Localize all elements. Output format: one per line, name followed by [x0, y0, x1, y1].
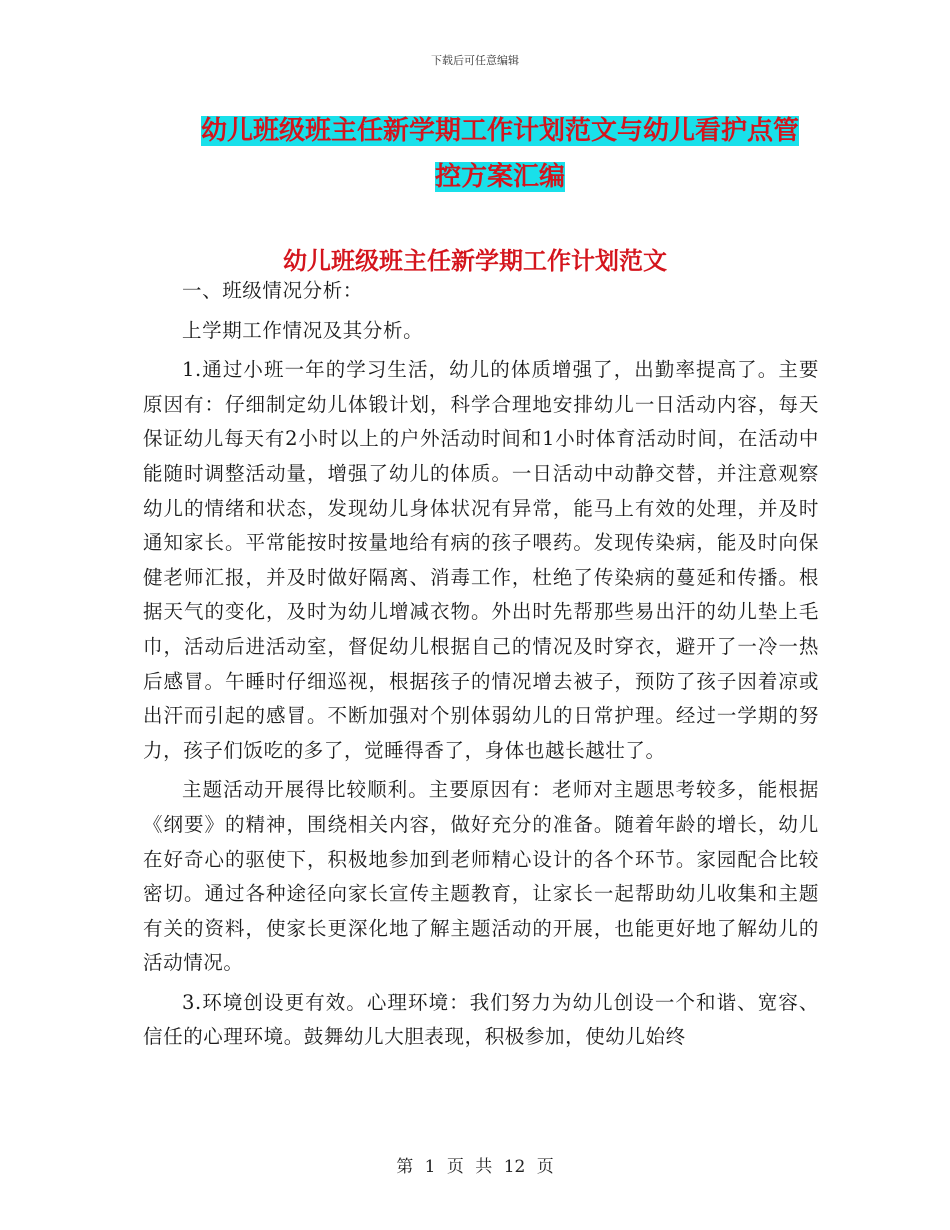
- paragraph: 上学期工作情况及其分析。: [182, 318, 424, 342]
- body-text: [143, 274, 819, 1060]
- section-title: 幼儿班级班主任新学期工作计划范文: [283, 246, 667, 275]
- header-note: 下载后可任意编辑: [431, 54, 519, 67]
- paragraph: 主题活动开展得比较顺利。主要原因有：老师对主题思考较多，能根据《纲要》的精神，围绕相关内容，做好充分的准备。随着年龄的增长，幼儿在好奇心的驱使下，积极地参加到老师精心设计的各个环节。家园配合比较密切。通过各种途径向家长宣传主题教育，让家长一起帮助幼儿收集和主题有关的资料，使家长更深化地了解主题活动的开展，也能更好地了解幼儿的活动情况。: [143, 778, 819, 975]
- title-line-1: 幼儿班级班主任新学期工作计划范文与幼儿看护点管: [200, 116, 799, 146]
- page-footer: 第 1 页 共 12 页: [396, 1157, 554, 1177]
- paragraph: 3.环境创设更有效。心理环境：我们努力为幼儿创设一个和谐、宽容、信任的心理环境。鼓舞幼儿大胆表现，积极参加，使幼儿始终: [143, 990, 819, 1049]
- paragraph-heading: 一、班级情况分析：: [182, 279, 363, 302]
- document-title: [190, 108, 810, 200]
- paragraph: 1.通过小班一年的学习生活，幼儿的体质增强了，出勤率提高了。主要原因有：仔细制定幼儿体锻计划，科学合理地安排幼儿一日活动内容，每天保证幼儿每天有2小时以上的户外活动时间和1小时体育活动时间，在活动中能随时调整活动量，增强了幼儿的体质。一日活动中动静交替，并注意观察幼儿的情绪和状态，发现幼儿身体状况有异常，能马上有效的处理，并及时通知家长。平常能按时按量地给有病的孩子喂药。发现传染病，能及时向保健老师汇报，并及时做好隔离、消毒工作，杜绝了传染病的蔓延和传播。根据天气的变化，及时为幼儿增减衣物。外出时先帮那些易出汗的幼儿垫上毛巾，活动后进活动室，督促幼儿根据自己的情况及时穿衣，避开了一冷一热后感冒。午睡时仔细巡视，根据孩子的情况增去被子，预防了孩子因着凉或出汗而引起的感冒。不断加强对个别体弱幼儿的日常护理。经过一学期的努力，孩子们饭吃的多了，觉睡得香了，身体也越长越壮了。: [143, 358, 819, 762]
- title-line-2: 控方案汇编: [434, 162, 565, 192]
